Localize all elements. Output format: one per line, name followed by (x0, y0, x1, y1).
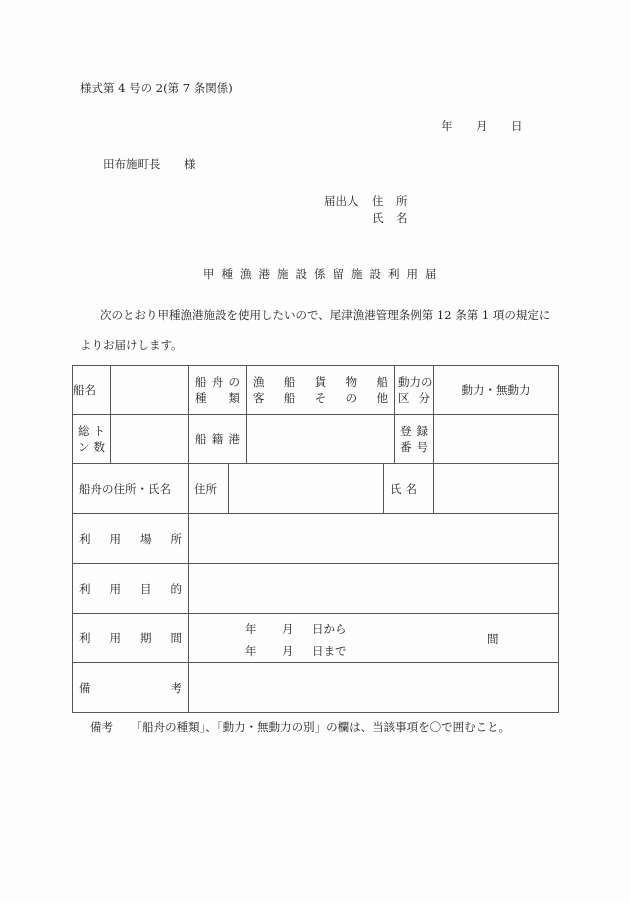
home-port-field[interactable] (247, 415, 395, 464)
ship-name-label: 船名 (73, 366, 111, 415)
date-month-label: 月 (476, 119, 488, 133)
addressee-name: 田布施町長 (103, 157, 161, 171)
registration-field[interactable] (434, 415, 559, 464)
tonnage-label: 総 ト ン 数 (73, 415, 111, 464)
tonnage-field[interactable] (111, 415, 189, 464)
date-day-label: 日 (511, 119, 523, 133)
owner-address-label: 住所 (189, 464, 229, 513)
addressee-honorific: 様 (184, 157, 196, 171)
period-to-month: 月 (282, 644, 294, 658)
row-location (73, 514, 559, 564)
ship-type-options[interactable]: 漁 船 貨 物 船 客 船 そ の 他 (247, 366, 395, 415)
owner-address-cell (189, 464, 384, 514)
period-to-year: 年 (245, 644, 257, 658)
footnote (90, 719, 510, 735)
purpose-label: 利 用 目 的 (73, 564, 189, 614)
form-number: 様式第 4 号の 2(第 7 条関係) (80, 81, 233, 95)
location-label: 利 用 場 所 (73, 514, 189, 564)
period-label: 利 用 期 間 (73, 614, 189, 663)
row-owner (73, 464, 559, 514)
row-purpose (73, 564, 559, 614)
period-from-month: 月 (282, 622, 294, 636)
footnote-label: 備考 (90, 720, 113, 734)
ship-name-field[interactable] (111, 366, 189, 415)
applicant-address-label-2: 所 (396, 194, 408, 208)
purpose-field[interactable] (189, 564, 559, 614)
applicant-address-label-1: 住 (372, 194, 384, 208)
period-field[interactable] (189, 614, 559, 663)
date-year-label: 年 (441, 119, 453, 133)
row-ship-name (73, 366, 559, 415)
intro-line-2: よりお届けします。 (80, 338, 183, 352)
footnote-text: 「船舟の種類」、「動力・無動力の別」の欄は、当該事項を〇で囲むこと。 (130, 720, 511, 734)
registration-label: 登 録 番 号 (395, 415, 434, 464)
period-to-day: 日まで (312, 644, 347, 658)
period-from-year: 年 (245, 622, 257, 636)
power-label: 動 力 の 区 分 (395, 366, 434, 415)
owner-address-field[interactable] (229, 464, 383, 513)
owner-label: 船舟の住所・氏名 (73, 464, 189, 514)
owner-name-field[interactable] (434, 464, 559, 514)
period-from-day: 日から (312, 622, 347, 636)
ship-type-label: 船 舟 の 種 類 (189, 366, 247, 415)
document-title: 甲 種 漁 港 施 設 係 留 施 設 利 用 届 (203, 267, 437, 281)
remarks-field[interactable] (189, 663, 559, 713)
row-remarks (73, 663, 559, 713)
applicant-name-label-1: 氏 (372, 211, 384, 225)
remarks-label: 備 考 (73, 663, 189, 713)
application-table (72, 365, 559, 713)
applicant-label: 届出人 (324, 194, 359, 208)
home-port-label: 船 籍 港 (189, 415, 247, 464)
owner-name-label: 氏 名 (384, 464, 434, 514)
period-duration-suffix: 間 (487, 632, 499, 646)
power-options[interactable]: 動力・無動力 (434, 366, 559, 415)
applicant-name-label-2: 名 (396, 211, 408, 225)
intro-line-1: 次のとおり甲種漁港施設を使用したいので、尾津漁港管理条例第 12 条第 1 項の規定に (100, 308, 551, 322)
location-field[interactable] (189, 514, 559, 564)
row-period (73, 614, 559, 663)
row-tonnage (73, 415, 559, 464)
